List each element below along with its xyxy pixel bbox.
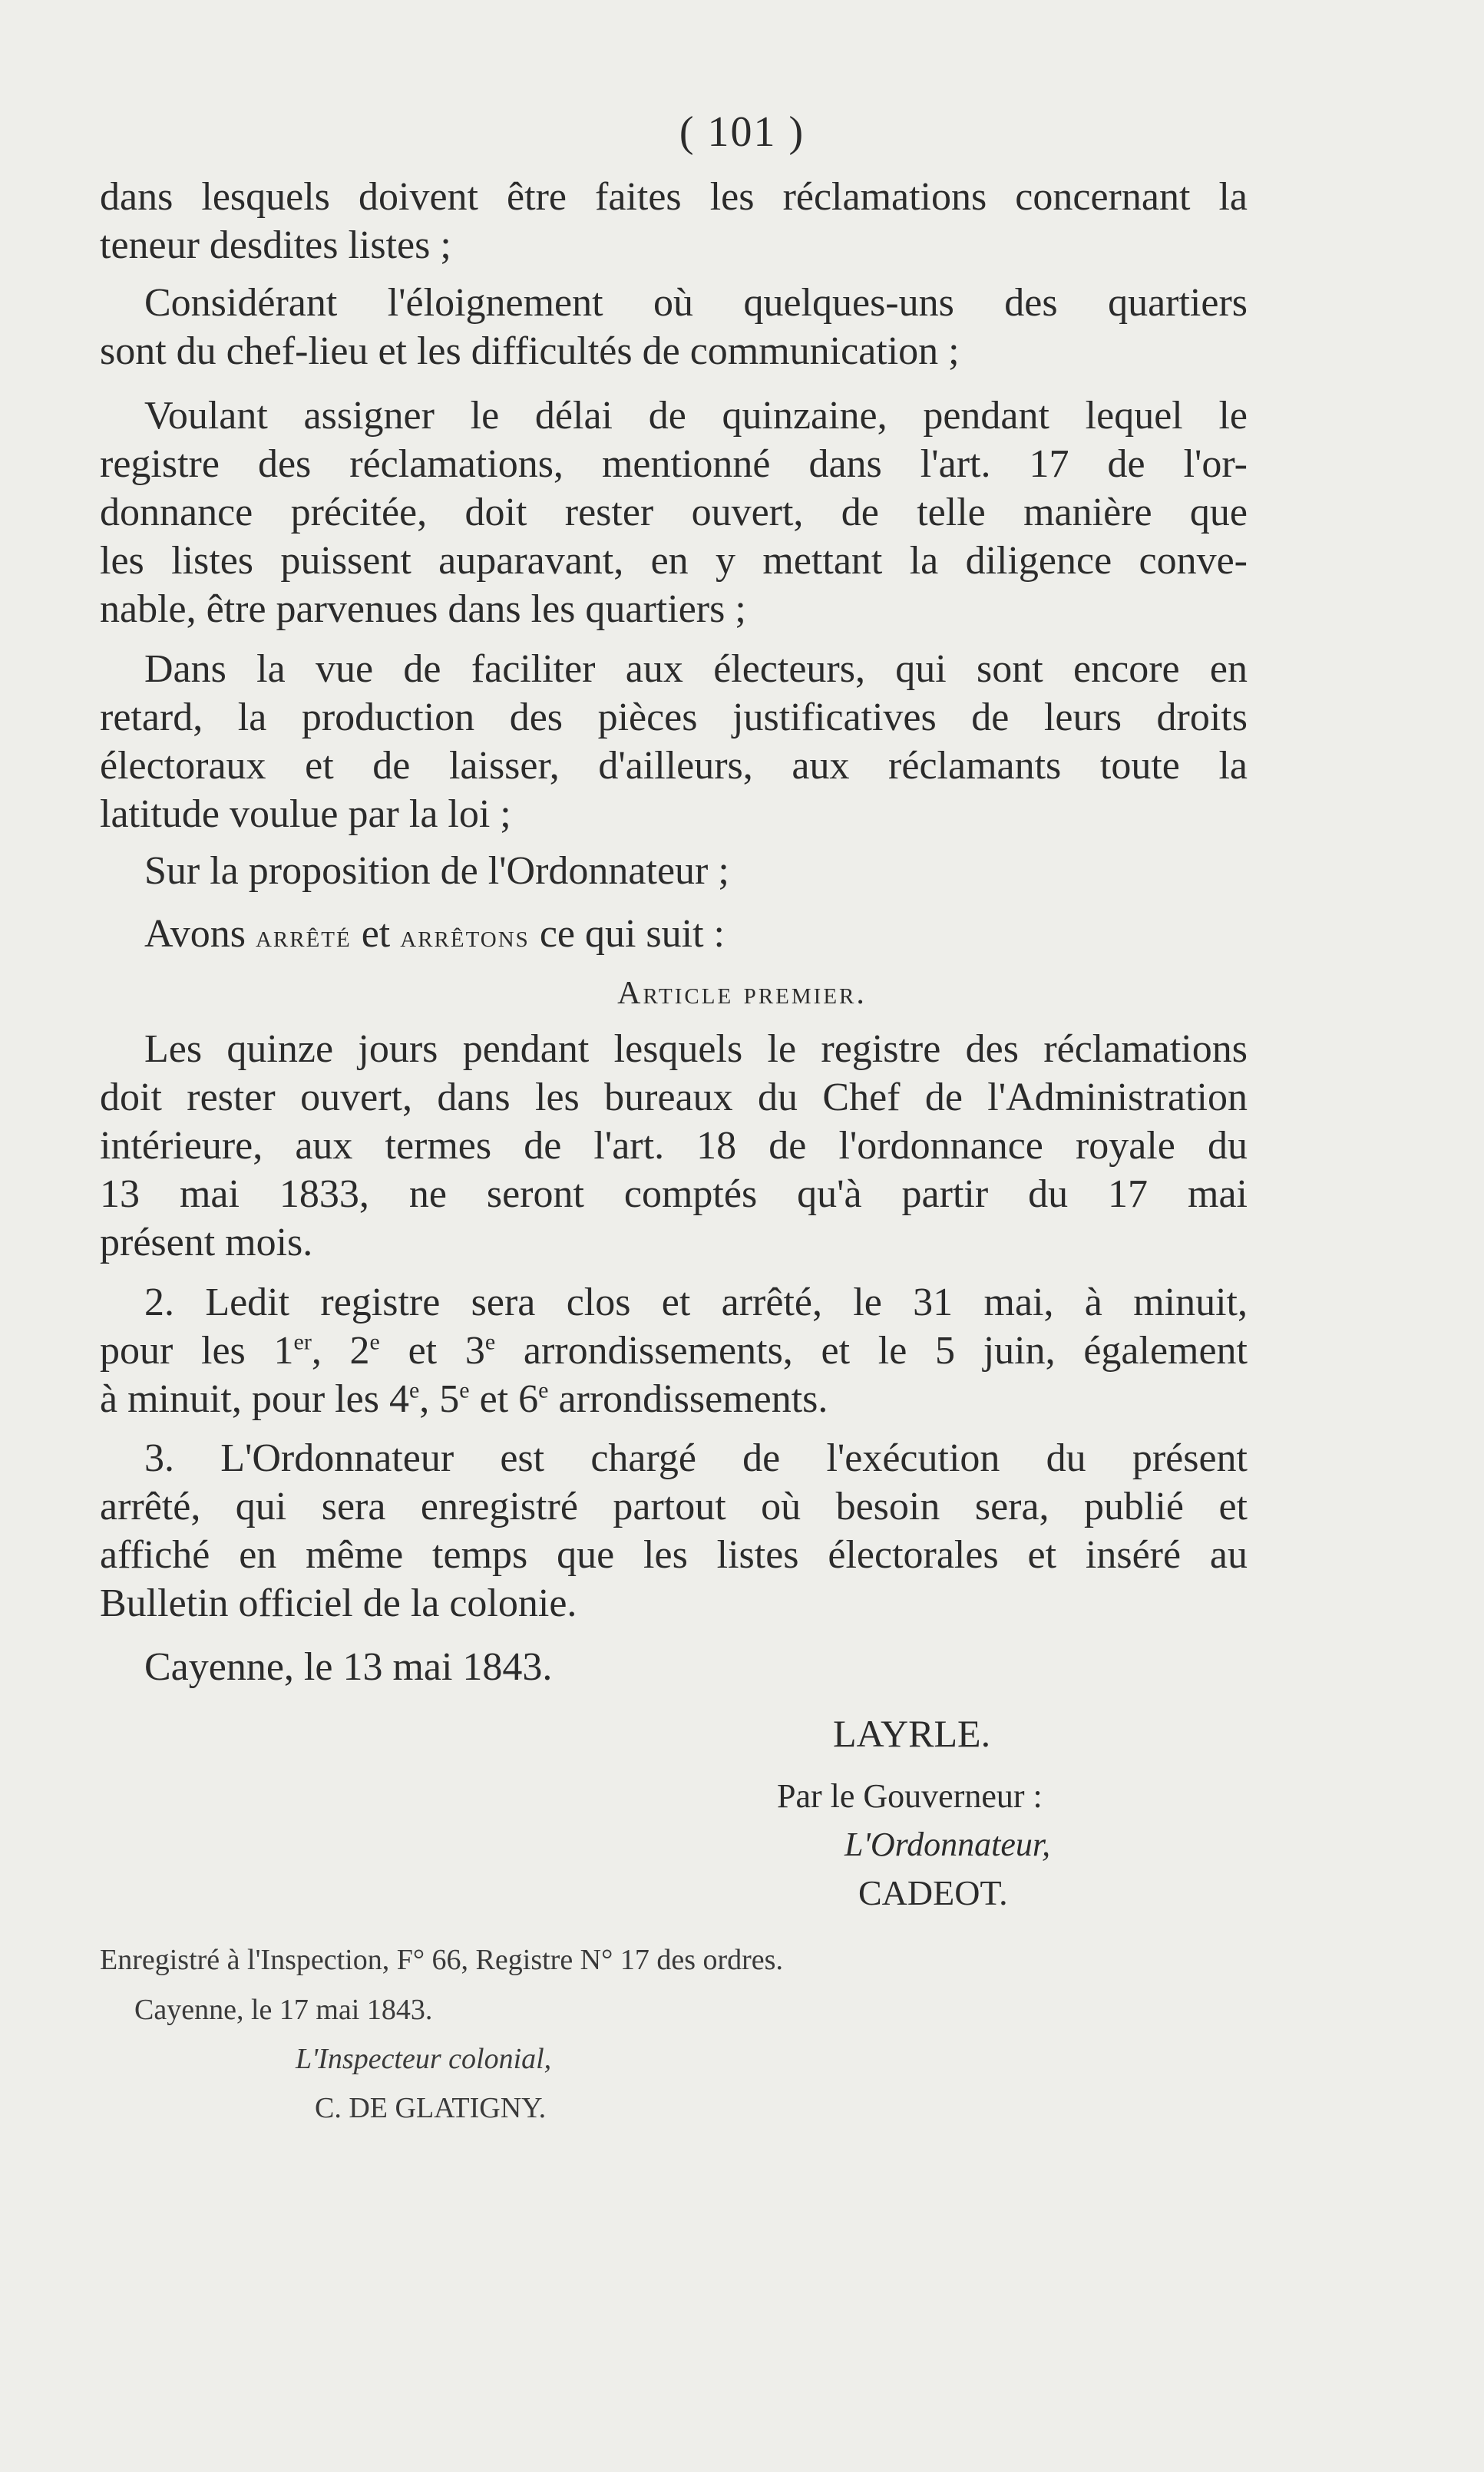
text-line: Voulant assigner le délai de quinzaine, pendant lequel le: [144, 394, 1248, 438]
paragraph: [100, 847, 1248, 895]
text-line: pour les 1er, 2e et 3e arrondissements, et le 5 juin, également: [100, 1329, 1248, 1373]
text-line: retard, la production des pièces justificatives de leurs droits: [100, 696, 1248, 739]
paragraph: [100, 173, 1248, 269]
text-line: Avons arrêté et arrêtons ce qui suit :: [144, 912, 725, 956]
text-line: sont du chef-lieu et les difficultés de communication ;: [100, 329, 960, 373]
text-line: donnance précitée, doit rester ouvert, de telle manière que: [100, 491, 1248, 534]
text-line: les listes puissent auparavant, en y mettant la diligence conve-: [100, 539, 1248, 583]
text-line: doit rester ouvert, dans les bureaux du Chef de l'Administration: [100, 1076, 1248, 1119]
text-line: Sur la proposition de l'Ordonnateur ;: [144, 849, 729, 893]
text-line: dans lesquels doivent être faites les réclamations concernant la: [100, 175, 1248, 219]
paragraph: [100, 645, 1248, 838]
inspector-title: L'Inspecteur colonial,: [296, 2043, 552, 2075]
text-line: latitude voulue par la loi ;: [100, 792, 511, 836]
article-heading: Article premier.: [617, 976, 867, 1011]
text-line: arrêté, qui sera enregistré partout où besoin sera, publié et: [100, 1485, 1248, 1528]
ordonnateur-name: CADEOT.: [858, 1873, 1008, 1912]
paragraph: [100, 392, 1248, 633]
text-line: Les quinze jours pendant lesquels le registre des réclamations: [144, 1027, 1248, 1071]
par-gouverneur: Par le Gouverneur :: [777, 1777, 1043, 1815]
paragraph: [100, 1278, 1248, 1423]
text-line: Considérant l'éloignement où quelques-uns des quartiers: [144, 281, 1248, 325]
text-line: teneur desdites listes ;: [100, 223, 451, 267]
text-line: électoraux et de laisser, d'ailleurs, aux réclamants toute la: [100, 744, 1248, 788]
registration-note: Enregistré à l'Inspection, F° 66, Registre N° 17 des ordres.: [100, 1944, 783, 1976]
registration-date: Cayenne, le 17 mai 1843.: [134, 1994, 433, 2026]
text-line: registre des réclamations, mentionné dans l'art. 17 de l'or-: [100, 442, 1248, 486]
text-line: à minuit, pour les 4e, 5e et 6e arrondissements.: [100, 1377, 828, 1421]
signer: LAYRLE.: [833, 1712, 991, 1755]
text-line: intérieure, aux termes de l'art. 18 de l'ordonnance royale du: [100, 1124, 1248, 1168]
text-line: Dans la vue de faciliter aux électeurs, qui sont encore en: [144, 647, 1248, 691]
text-line: nable, être parvenues dans les quartiers ;: [100, 587, 746, 631]
paragraph: [100, 1434, 1248, 1628]
paragraph: [100, 1025, 1248, 1267]
ordonnateur-title: L'Ordonnateur,: [844, 1826, 1051, 1863]
text-line: Bulletin officiel de la colonie.: [100, 1581, 577, 1625]
paragraph: [100, 279, 1248, 375]
page-number: ( 101 ): [679, 108, 805, 156]
text-line: 2. Ledit registre sera clos et arrêté, le 31 mai, à minuit,: [144, 1281, 1248, 1324]
text-line: affiché en même temps que les listes électorales et inséré au: [100, 1533, 1248, 1577]
text-line: présent mois.: [100, 1221, 313, 1264]
text-line: 3. L'Ordonnateur est chargé de l'exécution du présent: [144, 1436, 1248, 1480]
text-line: 13 mai 1833, ne seront comptés qu'à partir du 17 mai: [100, 1172, 1248, 1216]
dateline: Cayenne, le 13 mai 1843.: [144, 1645, 553, 1689]
inspector-name: C. DE GLATIGNY.: [315, 2092, 547, 2124]
paragraph: [100, 910, 1248, 961]
